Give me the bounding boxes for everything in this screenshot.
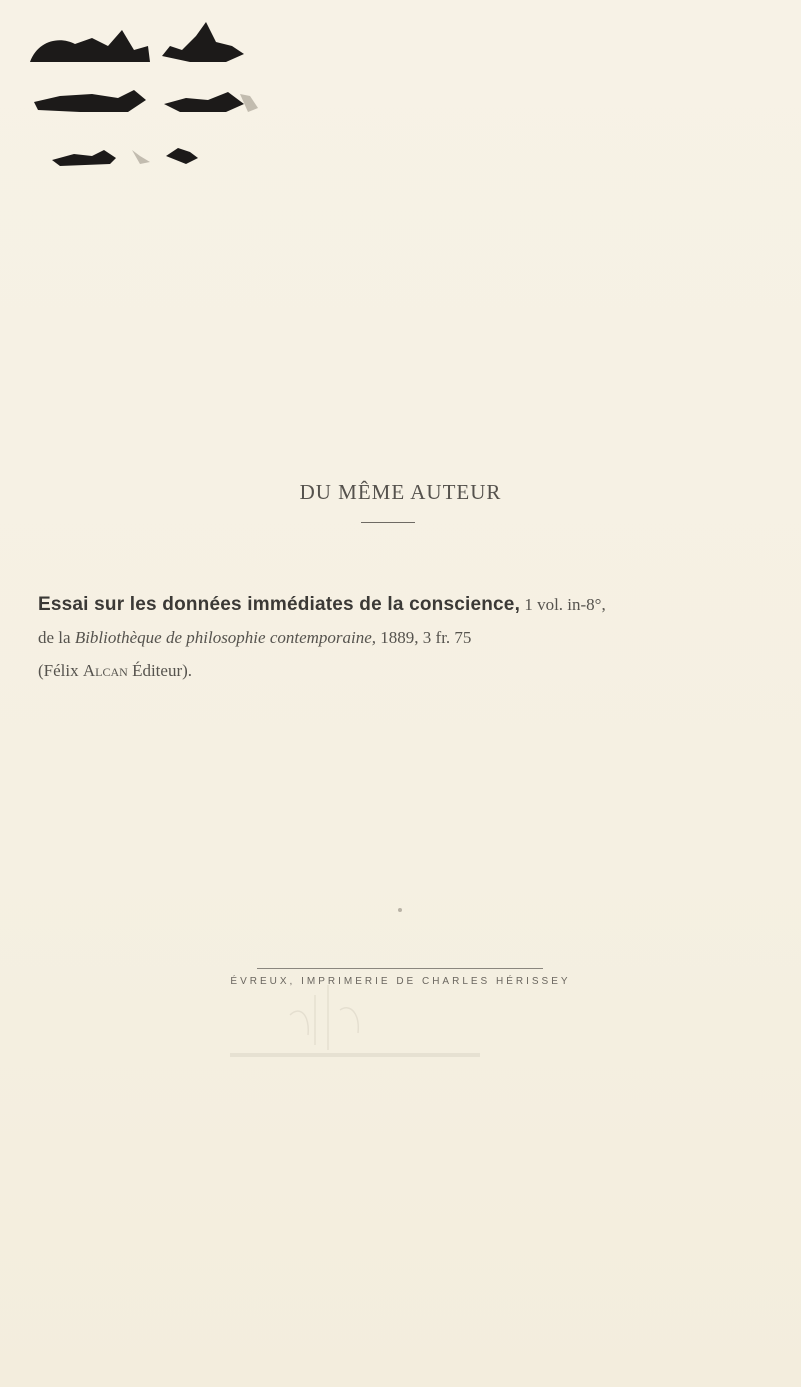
entry-line-3 [38, 654, 798, 687]
year-price: 1889, 3 fr. 75 [376, 628, 472, 647]
ink-bleed-through [0, 0, 320, 170]
publisher-suffix: Éditeur). [127, 661, 193, 680]
publisher-prefix: (Félix [38, 661, 83, 680]
short-divider [361, 522, 415, 523]
publisher-name: Alcan [82, 661, 128, 680]
bibliography-entry [38, 588, 798, 687]
series-title: Bibliothèque de philosophie contemporaine, [74, 628, 377, 647]
entry-line-1 [38, 588, 798, 621]
volume-info: 1 vol. in-8°, [520, 595, 606, 614]
ink-speck [398, 908, 402, 912]
series-prefix: de la [38, 628, 75, 647]
page-heading: DU MÊME AUTEUR [299, 480, 502, 504]
show-through-watermark [220, 955, 490, 1060]
printer-imprint: ÉVREUX, IMPRIMERIE DE CHARLES HÉRISSEY [230, 976, 571, 987]
entry-line-2 [38, 621, 798, 654]
book-title: Essai sur les données immédiates de la conscience, [38, 594, 521, 615]
printer-divider [257, 968, 543, 969]
